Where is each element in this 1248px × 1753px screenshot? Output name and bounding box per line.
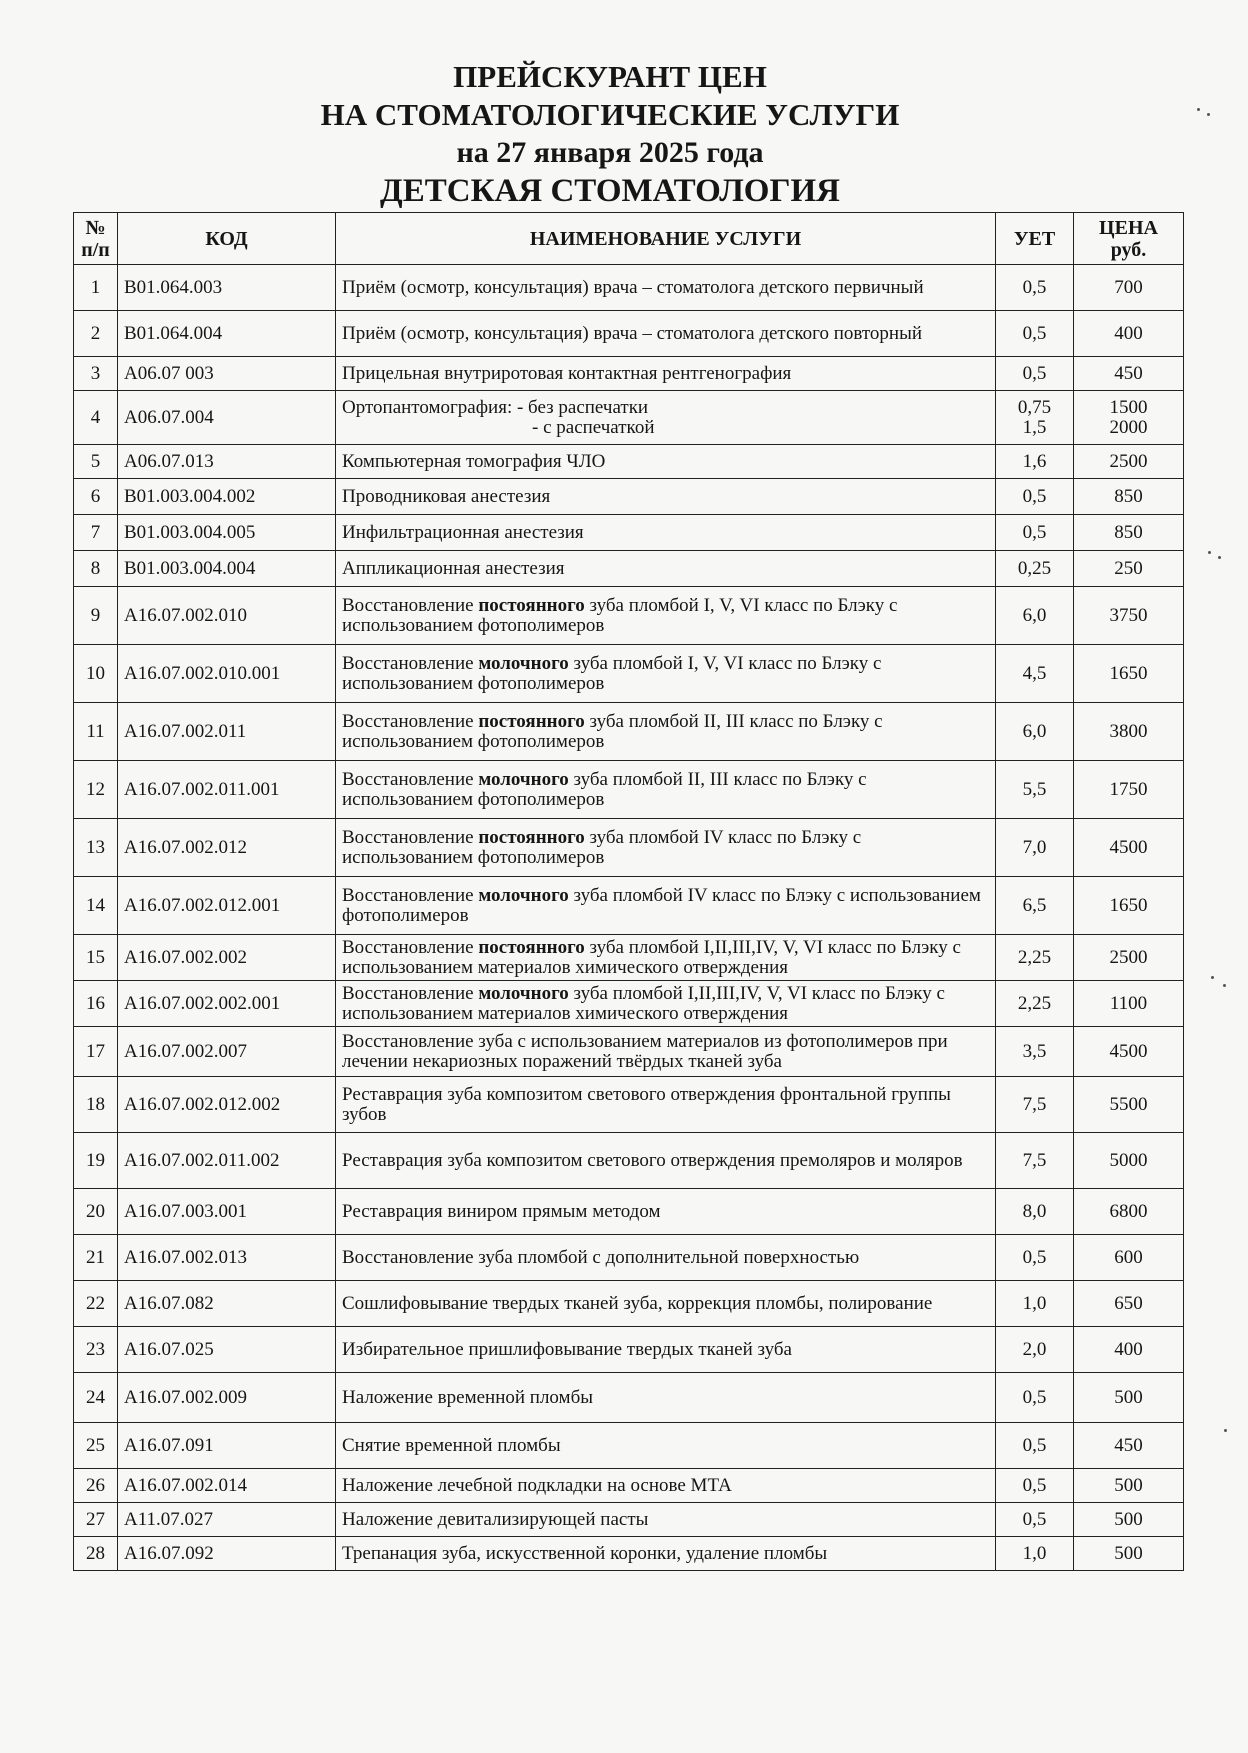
- row-number: 20: [74, 1189, 118, 1235]
- service-code: А11.07.027: [118, 1503, 336, 1537]
- table-row: [74, 1133, 1184, 1189]
- uet-value-line: 0,75: [1017, 396, 1052, 418]
- service-name-emphasis: постоянного: [478, 936, 585, 958]
- header-price-line-1: ЦЕНА: [1099, 216, 1158, 239]
- row-number: 14: [74, 877, 118, 935]
- row-number: 7: [74, 515, 118, 551]
- table-row: [74, 935, 1184, 981]
- service-name: [336, 981, 996, 1027]
- title-date: на 27 января 2025 года: [456, 136, 764, 169]
- service-name-text: Реставрация виниром прямым методом: [342, 1200, 661, 1222]
- header-name: НАИМЕНОВАНИЕ УСЛУГИ: [336, 213, 996, 265]
- service-name: [336, 311, 996, 357]
- service-code: А16.07.091: [118, 1423, 336, 1469]
- service-name-text: зуба пломбой I,II,III,IV, V, VI класс по Блэку с использованием материалов химического отверждения: [342, 982, 945, 1024]
- service-name-text: Компьютерная томография ЧЛО: [342, 450, 606, 472]
- table-row: [74, 1281, 1184, 1327]
- table-row: [74, 479, 1184, 515]
- service-name-text: зуба пломбой I, V, VI класс по Блэку с использованием фотополимеров: [342, 594, 898, 636]
- service-name: [336, 551, 996, 587]
- service-name-emphasis: молочного: [478, 768, 569, 790]
- header-num-line-1: №: [85, 216, 106, 239]
- service-name: [336, 761, 996, 819]
- row-number: 5: [74, 445, 118, 479]
- uet-value: 1,0: [996, 1281, 1074, 1327]
- service-name-text: Избирательное пришлифовывание твердых тканей зуба: [342, 1338, 792, 1360]
- uet-value: 0,5: [996, 1469, 1074, 1503]
- service-code: А16.07.002.002: [118, 935, 336, 981]
- service-code: А16.07.002.011.001: [118, 761, 336, 819]
- service-name: [336, 1503, 996, 1537]
- price-value: 850: [1074, 479, 1184, 515]
- service-code: А16.07.082: [118, 1281, 336, 1327]
- service-name-text: зуба пломбой II, III класс по Блэку с использованием фотополимеров: [342, 768, 867, 810]
- uet-value: 6,0: [996, 703, 1074, 761]
- table-row: [74, 1503, 1184, 1537]
- service-name: [336, 1423, 996, 1469]
- service-name-text: Восстановление зуба пломбой с дополнительной поверхностью: [342, 1246, 860, 1268]
- uet-value: 1,0: [996, 1537, 1074, 1571]
- row-number: 25: [74, 1423, 118, 1469]
- price-value: 500: [1074, 1469, 1184, 1503]
- uet-value: 5,5: [996, 761, 1074, 819]
- service-code: А16.07.002.002.001: [118, 981, 336, 1027]
- uet-value: 2,25: [996, 935, 1074, 981]
- price-value: 5500: [1074, 1077, 1184, 1133]
- uet-value: 6,0: [996, 587, 1074, 645]
- uet-value: [996, 391, 1074, 445]
- table-row: [74, 981, 1184, 1027]
- service-name-text: Восстановление: [342, 594, 479, 616]
- service-name: [336, 645, 996, 703]
- price-value: 5000: [1074, 1133, 1184, 1189]
- price-value: 700: [1074, 265, 1184, 311]
- service-name-text: Восстановление: [342, 884, 479, 906]
- row-number: 2: [74, 311, 118, 357]
- service-code: B01.003.004.004: [118, 551, 336, 587]
- table-row: [74, 761, 1184, 819]
- row-number: 17: [74, 1027, 118, 1077]
- row-number: 15: [74, 935, 118, 981]
- service-name-text: Восстановление: [342, 652, 479, 674]
- service-name-text: Наложение девитализирующей пасты: [342, 1508, 649, 1530]
- uet-value: 3,5: [996, 1027, 1074, 1077]
- uet-value: 7,0: [996, 819, 1074, 877]
- service-name-line: Ортопантомография: - без распечатки: [342, 396, 649, 418]
- title-block: [240, 58, 980, 210]
- service-name-text: Приём (осмотр, консультация) врача – стоматолога детского повторный: [342, 322, 923, 344]
- service-code: А16.07.002.012.001: [118, 877, 336, 935]
- uet-value: 0,5: [996, 515, 1074, 551]
- service-name-emphasis: постоянного: [478, 826, 585, 848]
- service-name: [336, 1281, 996, 1327]
- price-value: 450: [1074, 357, 1184, 391]
- price-value: 400: [1074, 311, 1184, 357]
- price-value: 1750: [1074, 761, 1184, 819]
- service-code: А16.07.092: [118, 1537, 336, 1571]
- price-value-line: 2000: [1109, 416, 1148, 438]
- title-section: ДЕТСКАЯ СТОМАТОЛОГИЯ: [380, 173, 840, 209]
- service-name-text: Проводниковая анестезия: [342, 485, 551, 507]
- header-price: [1074, 213, 1184, 265]
- service-code: А16.07.002.009: [118, 1373, 336, 1423]
- table-row: [74, 445, 1184, 479]
- row-number: 1: [74, 265, 118, 311]
- service-name-text: Наложение лечебной подкладки на основе МТА: [342, 1474, 732, 1496]
- scan-speck: [1223, 984, 1226, 987]
- header-uet: УЕТ: [996, 213, 1074, 265]
- uet-value: 0,5: [996, 1373, 1074, 1423]
- price-value: 450: [1074, 1423, 1184, 1469]
- service-name-text: Снятие временной пломбы: [342, 1434, 561, 1456]
- service-code: А16.07.002.012.002: [118, 1077, 336, 1133]
- service-name-text: зуба пломбой IV класс по Блэку с использованием фотополимеров: [342, 884, 981, 926]
- row-number: 21: [74, 1235, 118, 1281]
- price-value: 2500: [1074, 935, 1184, 981]
- price-table: [73, 212, 1184, 1571]
- row-number: 26: [74, 1469, 118, 1503]
- service-name-text: Восстановление: [342, 982, 479, 1004]
- service-code: А16.07.002.010: [118, 587, 336, 645]
- service-code: B01.003.004.002: [118, 479, 336, 515]
- service-name-emphasis: молочного: [478, 982, 569, 1004]
- row-number: 12: [74, 761, 118, 819]
- service-name: [336, 1027, 996, 1077]
- table-row: [74, 551, 1184, 587]
- uet-value: 2,0: [996, 1327, 1074, 1373]
- scan-speck: [1224, 1429, 1227, 1432]
- price-value: 3800: [1074, 703, 1184, 761]
- table-row: [74, 515, 1184, 551]
- service-code: B01.064.004: [118, 311, 336, 357]
- price-value: 400: [1074, 1327, 1184, 1373]
- service-name: [336, 479, 996, 515]
- table-row: [74, 1327, 1184, 1373]
- service-name: [336, 1327, 996, 1373]
- service-code: B01.064.003: [118, 265, 336, 311]
- service-name: [336, 703, 996, 761]
- row-number: 11: [74, 703, 118, 761]
- uet-value: 0,5: [996, 357, 1074, 391]
- row-number: 18: [74, 1077, 118, 1133]
- uet-value: 0,25: [996, 551, 1074, 587]
- service-name-text: Восстановление: [342, 768, 479, 790]
- row-number: 10: [74, 645, 118, 703]
- table-row: [74, 1235, 1184, 1281]
- uet-value-line: 1,5: [1022, 416, 1047, 438]
- row-number: 3: [74, 357, 118, 391]
- uet-value: 7,5: [996, 1077, 1074, 1133]
- service-name: [336, 1537, 996, 1571]
- table-row: [74, 877, 1184, 935]
- service-name: [336, 819, 996, 877]
- table-row: [74, 1077, 1184, 1133]
- table-row: [74, 265, 1184, 311]
- uet-value: 8,0: [996, 1189, 1074, 1235]
- price-value: 4500: [1074, 1027, 1184, 1077]
- header-num: [74, 213, 118, 265]
- header-code: КОД: [118, 213, 336, 265]
- service-name-line: - с распечаткой: [532, 416, 655, 438]
- service-name-text: Инфильтрационная анестезия: [342, 521, 584, 543]
- service-code: А16.07.025: [118, 1327, 336, 1373]
- price-value: 2500: [1074, 445, 1184, 479]
- uet-value: 0,5: [996, 1503, 1074, 1537]
- scan-speck: [1218, 556, 1221, 559]
- service-name: [336, 391, 996, 445]
- service-code: А16.07.002.014: [118, 1469, 336, 1503]
- table-row: [74, 1373, 1184, 1423]
- service-name-text: Прицельная внутриротовая контактная рентгенография: [342, 362, 792, 384]
- service-name-text: зуба пломбой I,II,III,IV, V, VI класс по Блэку с использованием материалов химического отверждения: [342, 936, 961, 978]
- price-value: 1100: [1074, 981, 1184, 1027]
- service-name: [336, 265, 996, 311]
- table-row: [74, 1469, 1184, 1503]
- title-line-1: ПРЕЙСКУРАНТ ЦЕН: [453, 59, 767, 94]
- uet-value: 0,5: [996, 479, 1074, 515]
- price-value: 1650: [1074, 645, 1184, 703]
- service-name-text: Реставрация зуба композитом светового отверждения премоляров и моляров: [342, 1149, 963, 1171]
- row-number: 16: [74, 981, 118, 1027]
- row-number: 19: [74, 1133, 118, 1189]
- uet-value: 0,5: [996, 1235, 1074, 1281]
- table-row: [74, 587, 1184, 645]
- row-number: 22: [74, 1281, 118, 1327]
- scan-speck: [1207, 113, 1210, 116]
- service-name-emphasis: постоянного: [478, 710, 585, 732]
- service-code: А16.07.002.011: [118, 703, 336, 761]
- service-name: [336, 1373, 996, 1423]
- service-name-text: зуба пломбой I, V, VI класс по Блэку с использованием фотополимеров: [342, 652, 882, 694]
- service-name-text: Восстановление: [342, 936, 479, 958]
- uet-value: 0,5: [996, 311, 1074, 357]
- scan-speck: [1211, 976, 1214, 979]
- table-row: [74, 311, 1184, 357]
- service-code: А06.07.013: [118, 445, 336, 479]
- table-row: [74, 357, 1184, 391]
- service-name-text: Восстановление: [342, 826, 479, 848]
- service-name: [336, 935, 996, 981]
- service-name-emphasis: молочного: [478, 652, 569, 674]
- header-price-line-2: руб.: [1110, 238, 1147, 261]
- price-value: 250: [1074, 551, 1184, 587]
- service-code: А06.07 003: [118, 357, 336, 391]
- price-value: 650: [1074, 1281, 1184, 1327]
- price-value: 1650: [1074, 877, 1184, 935]
- service-name: [336, 1235, 996, 1281]
- uet-value: 7,5: [996, 1133, 1074, 1189]
- row-number: 23: [74, 1327, 118, 1373]
- table-header-row: [74, 213, 1184, 265]
- price-value: 3750: [1074, 587, 1184, 645]
- row-number: 9: [74, 587, 118, 645]
- table-row: [74, 1537, 1184, 1571]
- service-name: [336, 1469, 996, 1503]
- uet-value: 0,5: [996, 265, 1074, 311]
- service-code: А16.07.002.012: [118, 819, 336, 877]
- price-value: 500: [1074, 1373, 1184, 1423]
- table-row: [74, 391, 1184, 445]
- service-name: [336, 1133, 996, 1189]
- table-row: [74, 1027, 1184, 1077]
- row-number: 8: [74, 551, 118, 587]
- service-name: [336, 587, 996, 645]
- service-name-text: зуба пломбой II, III класс по Блэку с использованием фотополимеров: [342, 710, 883, 752]
- row-number: 24: [74, 1373, 118, 1423]
- service-name-text: Наложение временной пломбы: [342, 1386, 594, 1408]
- service-name-text: Аппликационная анестезия: [342, 557, 565, 579]
- table-row: [74, 819, 1184, 877]
- price-value: 600: [1074, 1235, 1184, 1281]
- uet-value: 4,5: [996, 645, 1074, 703]
- service-name: [336, 357, 996, 391]
- row-number: 13: [74, 819, 118, 877]
- service-name-text: Приём (осмотр, консультация) врача – стоматолога детского первичный: [342, 276, 924, 298]
- row-number: 27: [74, 1503, 118, 1537]
- service-name: [336, 515, 996, 551]
- service-name: [336, 1077, 996, 1133]
- price-value: 6800: [1074, 1189, 1184, 1235]
- table-row: [74, 645, 1184, 703]
- table-body: [74, 265, 1184, 1571]
- service-name-text: Реставрация зуба композитом светового отверждения фронтальной группы зубов: [342, 1083, 951, 1125]
- price-value: 500: [1074, 1503, 1184, 1537]
- uet-value: 0,5: [996, 1423, 1074, 1469]
- uet-value: 1,6: [996, 445, 1074, 479]
- table-row: [74, 703, 1184, 761]
- price-value-line: 1500: [1109, 396, 1148, 418]
- service-name-text: Восстановление зуба с использованием материалов из фотополимеров при лечении некариозных поражений твёрдых тканей зуба: [342, 1030, 948, 1072]
- uet-value: 2,25: [996, 981, 1074, 1027]
- service-name-text: Восстановление: [342, 710, 479, 732]
- price-value: 850: [1074, 515, 1184, 551]
- service-name: [336, 1189, 996, 1235]
- table-row: [74, 1423, 1184, 1469]
- scan-speck: [1197, 108, 1200, 111]
- uet-value: 6,5: [996, 877, 1074, 935]
- service-code: А06.07.004: [118, 391, 336, 445]
- price-value: 4500: [1074, 819, 1184, 877]
- header-num-line-2: п/п: [81, 238, 110, 261]
- service-name-emphasis: постоянного: [478, 594, 585, 616]
- service-code: А16.07.002.007: [118, 1027, 336, 1077]
- service-code: А16.07.002.013: [118, 1235, 336, 1281]
- row-number: 28: [74, 1537, 118, 1571]
- service-code: B01.003.004.005: [118, 515, 336, 551]
- service-name-text: Сошлифовывание твердых тканей зуба, коррекция пломбы, полирование: [342, 1292, 933, 1314]
- price-value: 500: [1074, 1537, 1184, 1571]
- service-code: А16.07.003.001: [118, 1189, 336, 1235]
- service-name: [336, 445, 996, 479]
- table-row: [74, 1189, 1184, 1235]
- service-name-emphasis: молочного: [478, 884, 569, 906]
- row-number: 6: [74, 479, 118, 515]
- title-line-2: НА СТОМАТОЛОГИЧЕСКИЕ УСЛУГИ: [320, 97, 900, 132]
- service-name-text: зуба пломбой IV класс по Блэку с использованием фотополимеров: [342, 826, 862, 868]
- service-code: А16.07.002.011.002: [118, 1133, 336, 1189]
- row-number: 4: [74, 391, 118, 445]
- service-code: А16.07.002.010.001: [118, 645, 336, 703]
- scan-speck: [1208, 551, 1211, 554]
- service-name: [336, 877, 996, 935]
- price-value: [1074, 391, 1184, 445]
- service-name-text: Трепанация зуба, искусственной коронки, удаление пломбы: [342, 1542, 828, 1564]
